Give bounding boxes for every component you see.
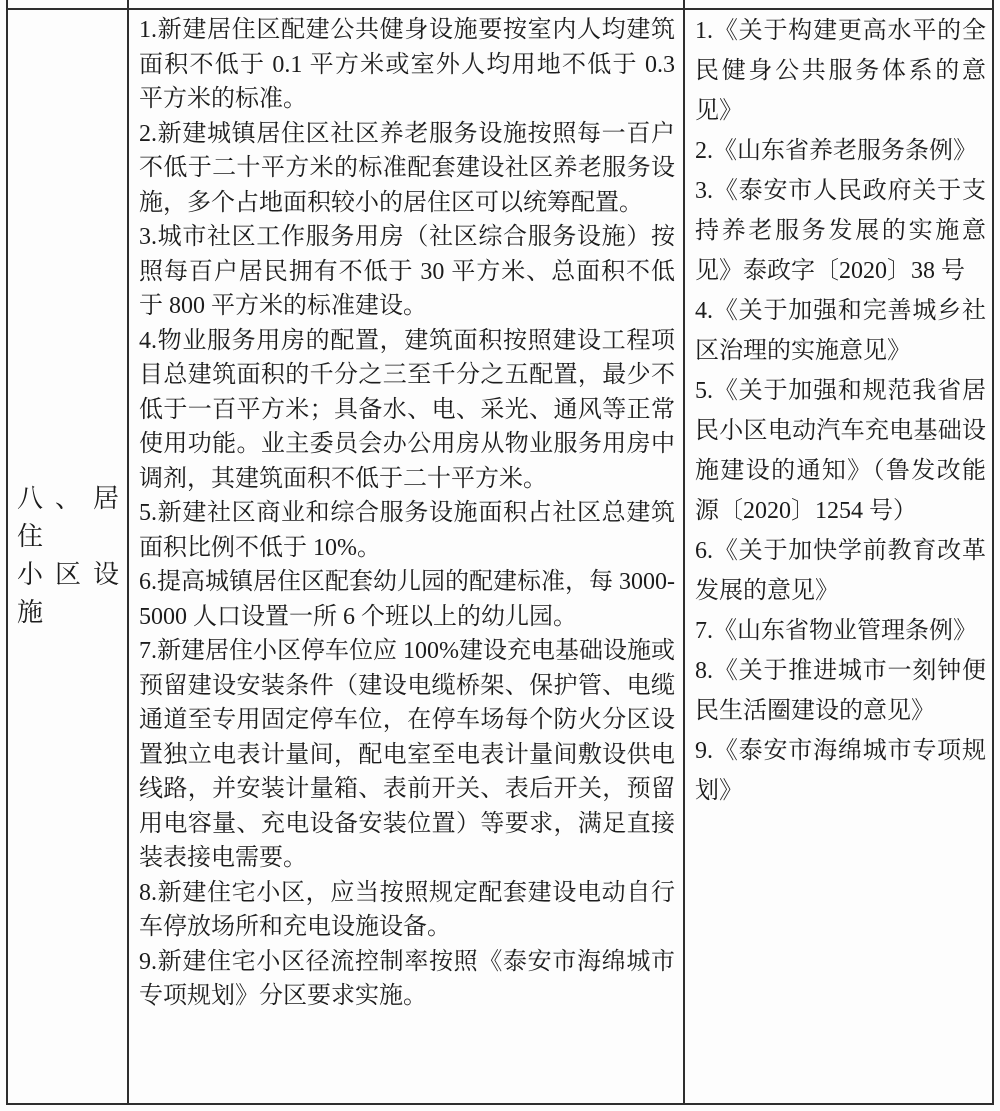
requirement-item-1: 1.新建居住区配建公共健身设施要按室内人均建筑面积不低于 0.1 平方米或室外人均用地不低于 0.3 平方米的标准。 xyxy=(139,17,675,112)
category-label xyxy=(17,480,119,632)
reference-item-4: 4.《关于加强和完善城乡社区治理的实施意见》 xyxy=(695,298,986,364)
reference-item-6: 6.《关于加快学前教育改革发展的意见》 xyxy=(695,538,986,604)
table-border-bottom xyxy=(6,1103,994,1105)
column-divider-2 xyxy=(683,0,685,1105)
category-label-line: 施 xyxy=(17,598,44,627)
reference-item-2: 2.《山东省养老服务条例》 xyxy=(695,138,977,164)
reference-item-8: 8.《关于推进城市一刻钟便民生活圈建设的意见》 xyxy=(695,658,986,724)
requirement-item-4: 4.物业服务用房的配置，建筑面积按照建设工程项目总建筑面积的千分之三至千分之五配置，最少不低于一百平方米；具备水、电、采光、通风等正常使用功能。业主委员会办公用房从物业服务用房中调剂，其建筑面积不低于二十平方米。 xyxy=(139,327,675,492)
requirements-cell xyxy=(139,13,675,1102)
requirement-item-3: 3.城市社区工作服务用房（社区综合服务设施）按照每百户居民拥有不低于 30 平方米、总面积不低于 800 平方米的标准建设。 xyxy=(139,224,675,319)
category-cell xyxy=(10,10,125,1102)
reference-item-3: 3.《泰安市人民政府关于支持养老服务发展的实施意见》泰政字〔2020〕38 号 xyxy=(695,178,986,284)
reference-item-7: 7.《山东省物业管理条例》 xyxy=(695,618,977,644)
reference-item-1: 1.《关于构建更高水平的全民健身公共服务体系的意见》 xyxy=(695,18,986,124)
table-border-right xyxy=(992,0,994,1105)
requirement-item-8: 8.新建住宅小区，应当按照规定配套建设电动自行车停放场所和充电设施设备。 xyxy=(139,879,675,940)
requirement-item-7: 7.新建居住小区停车位应 100%建设充电基础设施或预留建设安装条件（建设电缆桥架、保护管、电缆通道至专用固定停车位，在停车场每个防火分区设置独立电表计量间，配电室至电表计量间敷设供电线路，并安装计量箱、表前开关、表后开关，预留用电容量、充电设备安装位置）等要求，满足直接装表接电需要。 xyxy=(139,638,675,871)
requirement-item-6: 6.提高城镇居住区配套幼儿园的配建标准，每 3000-5000 人口设置一所 6 个班以上的幼儿园。 xyxy=(139,569,675,630)
category-label-line: 小区设 xyxy=(17,560,119,589)
requirement-item-9: 9.新建住宅小区径流控制率按照《泰安市海绵城市专项规划》分区要求实施。 xyxy=(139,948,675,1009)
category-label-line: 八、居住 xyxy=(17,484,119,551)
requirement-item-2: 2.新建城镇居住区社区养老服务设施按照每一百户不低于二十平方米的标准配套建设社区养老服务设施，多个占地面积较小的居住区可以统筹配置。 xyxy=(139,120,675,216)
row-divider-top xyxy=(6,8,994,10)
requirement-item-5: 5.新建社区商业和综合服务设施面积占社区总建筑面积比例不低于 10%。 xyxy=(139,500,675,561)
reference-item-9: 9.《泰安市海绵城市专项规划》 xyxy=(695,738,986,804)
reference-item-5: 5.《关于加强和规范我省居民小区电动汽车充电基础设施建设的通知》（鲁发改能源〔2020〕1254 号） xyxy=(695,378,986,524)
references-cell xyxy=(695,11,986,1102)
table-border-left xyxy=(6,0,8,1105)
column-divider-1 xyxy=(127,0,129,1105)
